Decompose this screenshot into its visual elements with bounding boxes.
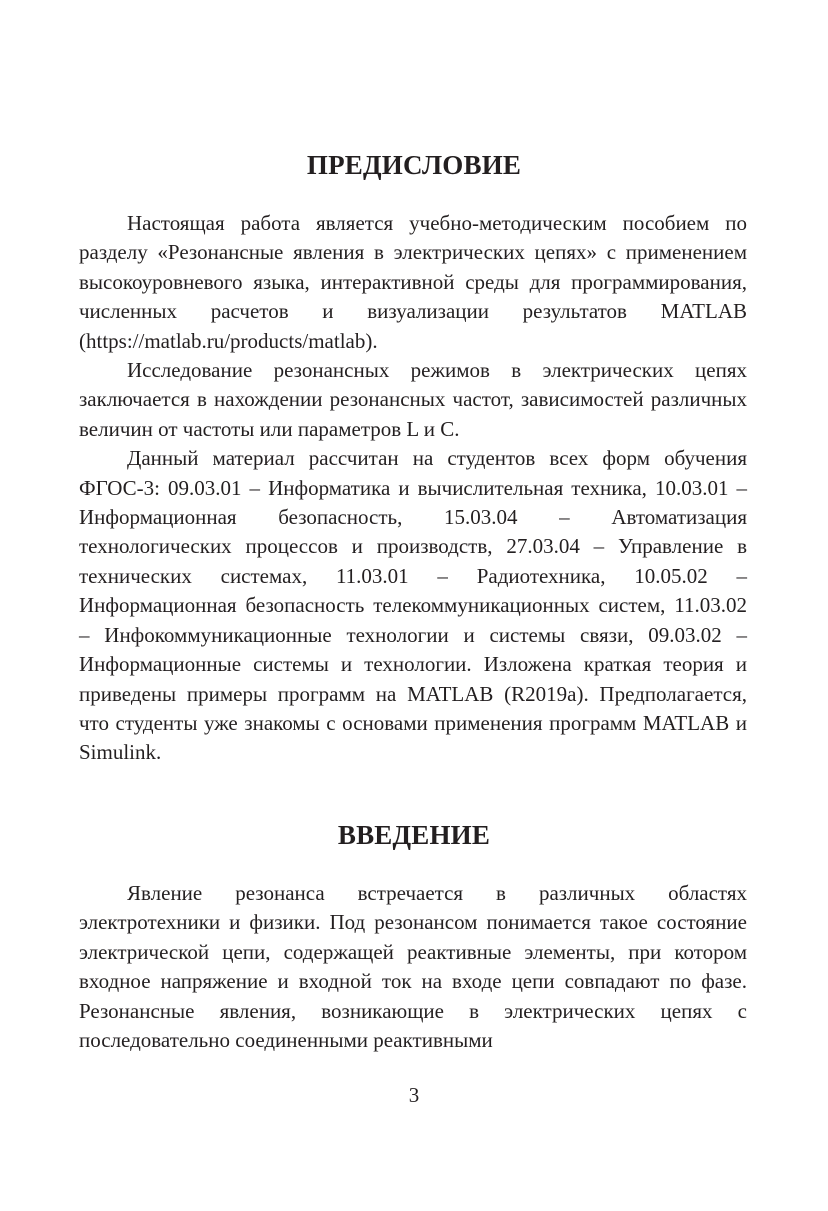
introduction-heading: ВВЕДЕНИЕ xyxy=(337,820,491,850)
introduction-paragraph-1: Явление резонанса встречается в различных областях электротехники и физики. Под резонансом понимается такое состояние электрической цепи, содержащей реактивные элементы, при котором входное напряжение и входной ток на входе цепи совпадают по фазе. Резонансные явления, возникающие в электрических цепях с последовательно соединенными реактивными xyxy=(79,881,747,1053)
introduction-body xyxy=(79,879,747,1055)
preface-paragraph-1: Настоящая работа является учебно-методическим пособием по разделу «Резонансные явления в электрических цепях» с применением высокоуровневого языка, интерактивной среды для программирования, численных расчетов и визуализации результатов MATLAB (https://matlab.ru/products/matlab). xyxy=(79,211,747,353)
preface-body xyxy=(79,209,747,768)
preface-paragraph-2: Исследование резонансных режимов в электрических цепях заключается в нахождении резонансных частот, зависимостей различных величин от частоты или параметров L и C. xyxy=(79,358,747,441)
page-number: 3 xyxy=(408,1083,420,1107)
preface-paragraph-3: Данный материал рассчитан на студентов всех форм обучения ФГОС-3: 09.03.01 – Информатика и вычислительная техника, 10.03.01 – Информационная безопасность, 15.03.04 – Автоматизация технологических процессов и производств, 27.03.04 – Управление в технических системах, 11.03.01 – Радиотехника, 10.05.02 – Информационная безопасность телекоммуникационных систем, 11.03.02 – Инфокоммуникационные технологии и системы связи, 09.03.02 – Информационные системы и технологии. Изложена краткая теория и приведены примеры программ на MATLAB (R2019a). Предполагается, что студенты уже знакомы с основами применения программ MATLAB и Simulink. xyxy=(79,446,747,765)
preface-heading: ПРЕДИСЛОВИЕ xyxy=(306,150,522,180)
